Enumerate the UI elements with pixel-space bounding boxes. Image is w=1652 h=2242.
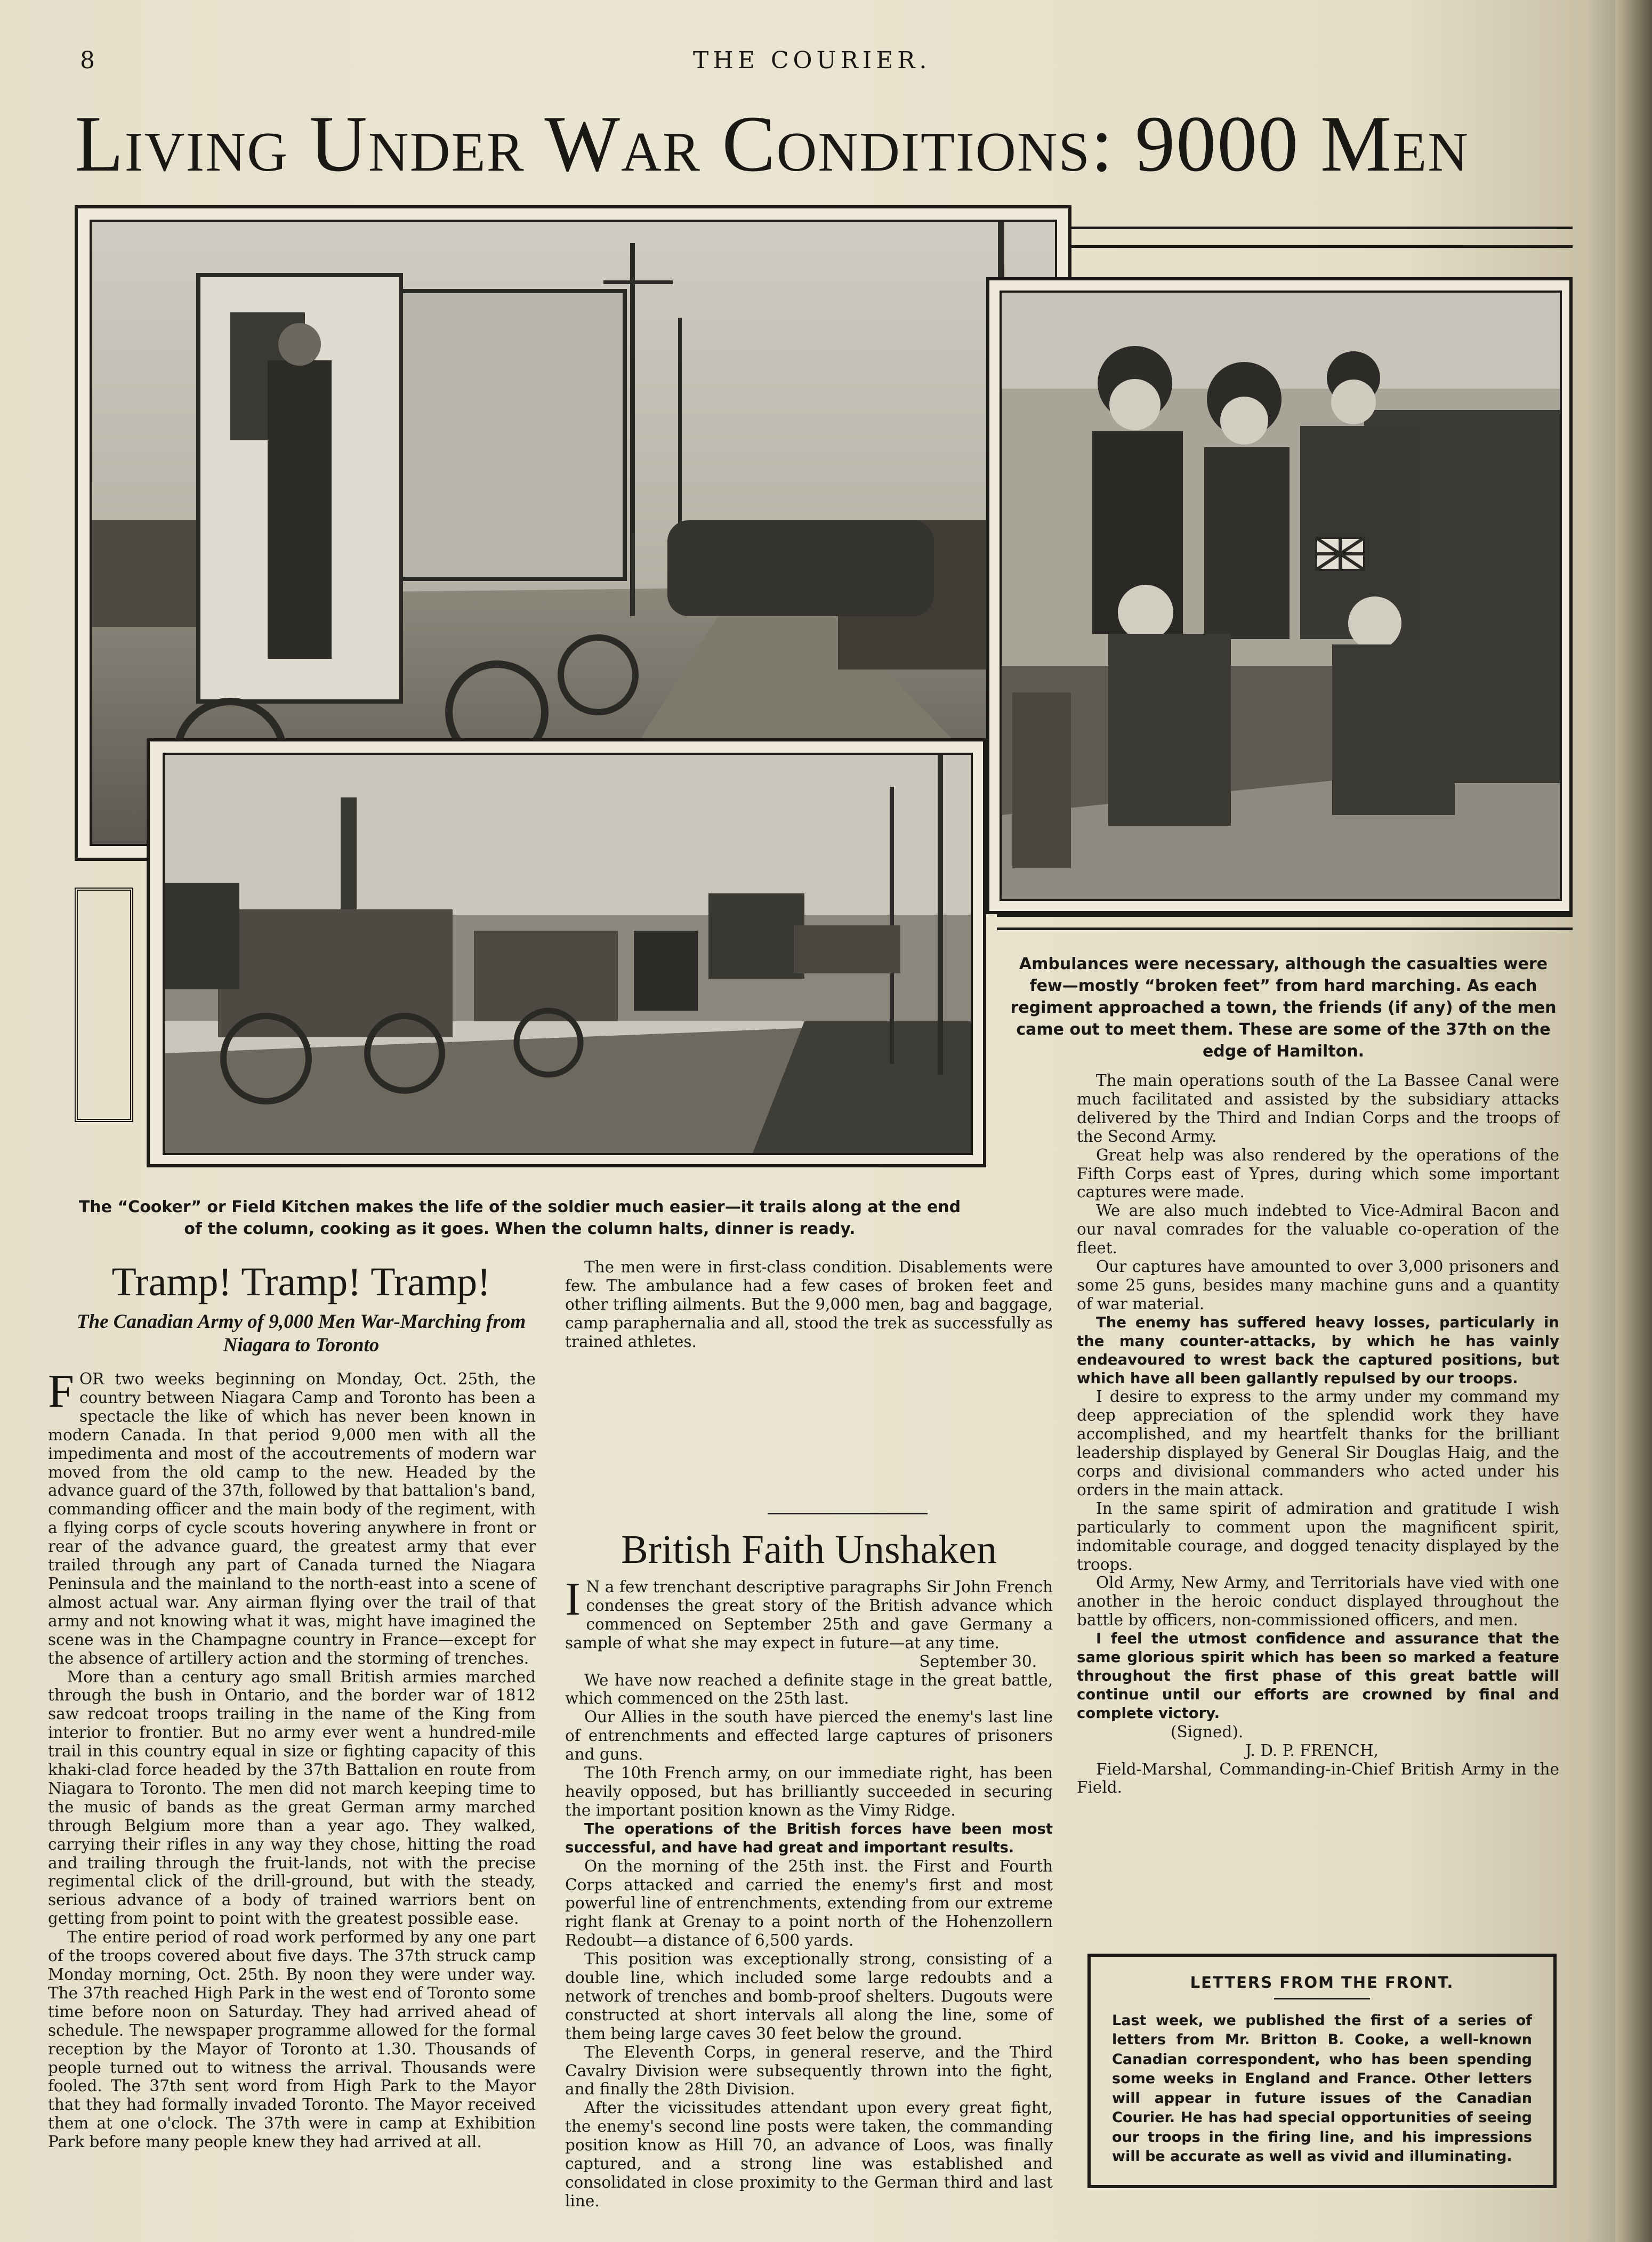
letters-box-body: Last week, we published the first of a series of letters from Mr. Britton B. Cooke, a well-known Canadian correspondent, who has been spending some weeks in England and France. Other letters will appear in future issues of the Canadian Courier. He has had special opportunities of seeing our troops in the firing line, and his impressions will be accurate as well as vivid and illuminating. (1112, 2012, 1532, 2165)
article2-para-17: I feel the utmost confidence and assurance that the same glorious spirit which has been so marked a feature throughout the first phase of this great battle will continue until our efforts are crowned by final and complete victory. (1077, 1630, 1559, 1722)
photo-wagon-train (163, 753, 973, 1155)
article1-para-2: More than a century ago small British armies marched through the bush in Ontario, and the border war of 1812 saw redcoat troops trailing in the name of the King from interior to frontier. But no army ever went a hundred-mile trail in this country equal in size or fighting capacity of this khaki-clad force headed by the 37th Battalion en route from Niagara to Toronto. The men did not march keeping time to the music of bands as the great German army marched through Belgium more than a year ago. They walked, carrying their rifles in any way they chose, hitting the road and trailing through the fruit-lands, not with the precise regimental click of the drill-ground, but with the steady, serious advance of a body of trained warriors bent on getting from point to point with the greatest possible ease. (48, 1667, 536, 1928)
wagon-train-icon (165, 755, 973, 1155)
article2-para-14: I desire to express to the army under my command my deep appreciation of the splendid work they have accomplished, and my heartfelt thanks for the brilliant leadership displayed by General Sir Douglas Haig, and the corps and divisional commanders who acted under his orders in the main attack. (1077, 1388, 1559, 1499)
article2-para-2: Our Allies in the south have pierced the enemy's last line of entrenchments and effected large captures of prisoners and guns. (565, 1708, 1053, 1764)
article-column-2-top (565, 1258, 1053, 1509)
article-column-3 (1077, 1071, 1559, 1935)
article2-intro: I N a few trenchant descriptive paragraphs Sir John French condenses the great story of the British advance which commenced on September 25th and gave Germany a sample of what she may expect in future—at any time. (565, 1574, 1053, 1652)
article-divider (768, 1513, 928, 1514)
page-number: 8 (80, 47, 95, 74)
article2-dateline: September 30. (919, 1652, 1037, 1671)
article2-para-5: On the morning of the 25th inst. the First and Fourth Corps attacked and carried the enemy's first and most powerful line of entrenchments, extending from our extreme right flank at Grenay to a point north of the Hohenzollern Redoubt—a distance of 6,500 yards. (565, 1857, 1053, 1950)
article1-para-4: The men were in first-class condition. Disablements were few. The ambulance had a few cases of broken feet and other trifling ailments. But the 9,000 men, bag and baggage, camp paraphernalia and all, stood the trek as successfully as trained athletes. (565, 1258, 1053, 1351)
article2-signer-title: Field-Marshal, Commanding-in-Chief British Army in the Field. (1077, 1760, 1559, 1797)
frame-rule-top-right (1071, 227, 1573, 248)
letters-from-front-box (1087, 1954, 1557, 2188)
article2-signed: (Signed). (1171, 1722, 1244, 1741)
frame-rule-mid-right (997, 914, 1573, 930)
article2-para-1: We have now reached a definite stage in the great battle, which commenced on the 25th last. (565, 1671, 1053, 1708)
dropcap-f: F (48, 1366, 74, 1417)
article2-para-9: The main operations south of the La Bassee Canal were much facilitated and assisted by the subsidiary attacks delivered by the Third and Indian Corps and the troops of the Second Army. (1077, 1071, 1559, 1146)
soldiers-and-friends-icon (1002, 293, 1562, 901)
article2-para-7: The Eleventh Corps, in general reserve, and the Third Cavalry Division were subsequently thrown into the fight, and finally the 28th Division. (565, 2043, 1053, 2099)
article-title-tramp: Tramp! Tramp! Tramp! (111, 1260, 491, 1304)
running-head: THE COURIER. (693, 47, 931, 74)
letters-box-title: LETTERS FROM THE FRONT. (1190, 1973, 1454, 1991)
dropcap-i: I (565, 1574, 581, 1625)
photo-soldiers-and-friends (1000, 291, 1562, 901)
article2-para-16: Old Army, New Army, and Territorials have vied with one another in the heroic conduct displayed throughout the battle by officers, non-commissioned officers, and men. (1077, 1574, 1559, 1630)
frame-side-panel-left (75, 888, 133, 1122)
article2-para-4: The operations of the British forces have been most successful, and have had great and important results. (565, 1820, 1053, 1856)
article2-para-3: The 10th French army, on our immediate right, has been heavily opposed, but has brilliantly succeeded in securing the important position known as the Vimy Ridge. (565, 1764, 1053, 1819)
article-column-1 (48, 1366, 536, 2228)
caption-right-photo: Ambulances were necessary, although the casualties were few—mostly “broken feet” from hard marching. As each regiment approached a town, the friends (if any) of the men came out to meet them. These are some of the 37th on the edge of Hamilton. (1010, 955, 1557, 1061)
page-binding-shadow (1615, 0, 1652, 2242)
letters-box-rule (1274, 1998, 1370, 1999)
article1-para-1: FOR two weeks beginning on Monday, Oct. 25th, the country between Niagara Camp and Toronto has been a spectacle the like of which has never been known in modern Canada. In that period 9,000 men with all the impedimenta and most of the accoutrements of modern war moved from the old camp to the new. Headed by the advance guard of the 37th, followed by that battalion's band, commanding officer and the main body of the regiment, with a flying corps of cycle scouts hovering anywhere in front or rear of the advance guard, the greatest army that ever trailed through any part of Canada turned the Niagara Peninsula and the mainland to the north-east into a scene of almost actual war. Any airman flying over the trail of that army and not knowing what it was, might have imagined the scene was in the Champagne country in France—except for the absence of artillery action and the storming of trenches. (48, 1366, 536, 1667)
article2-para-15: In the same spirit of admiration and gratitude I wish particularly to comment upon the magnificent spirit, indomitable courage, and dogged tenacity displayed by the troops. (1077, 1499, 1559, 1574)
article-title-british-faith: British Faith Unshaken (620, 1527, 997, 1572)
caption-field-kitchen: The “Cooker” or Field Kitchen makes the life of the soldier much easier—it trails along at the end of the column, cooking as it goes. When the column halts, dinner is ready. (78, 1198, 961, 1238)
article2-para-11: We are also much indebted to Vice-Admiral Bacon and our naval comrades for the valuable co-operation of the fleet. (1077, 1201, 1559, 1257)
page-headline: Living Under War Conditions: 9000 Men (75, 100, 1470, 188)
article2-signer: J. D. P. FRENCH, (1245, 1741, 1379, 1760)
article2-para-8: After the vicissitudes attendant upon every great fight, the enemy's second line posts were taken, the commanding position know as Hill 70, an advance of Loos, was finally captured, and a strong line was established and consolidated in close proximity to the German third and last line. (565, 2099, 1053, 2210)
article2-para-10: Great help was also rendered by the operations of the Fifth Corps east of Ypres, during which some important captures were made. (1077, 1146, 1559, 1201)
article2-para-13: The enemy has suffered heavy losses, particularly in the many counter-attacks, by which he has vainly endeavoured to wrest back the captured positions, but which have all been gallantly repulsed by our troops. (1077, 1313, 1559, 1387)
article1-para-3: The entire period of road work performed by any one part of the troops covered about five days. The 37th struck camp Monday morning, Oct. 25th. By noon they were under way. The 37th reached High Park in the west end of Toronto some time before noon on Saturday. They had arrived ahead of schedule. The newspaper programme allowed for the formal reception by the Mayor of Toronto at 1.30. Thousands of people turned out to witness the arrival. Thousands were fooled. The 37th sent word from High Park to the Mayor that they had formally invaded Toronto. The Mayor received them at one o'clock. The 37th were in camp at Exhibition Park before many people knew they had arrived at all. (48, 1928, 536, 2151)
article-subtitle-tramp: The Canadian Army of 9,000 Men War-Marching from Niagara to Toronto (76, 1311, 526, 1356)
article2-para-6: This position was exceptionally strong, consisting of a double line, which included some large redoubts and a network of trenches and bomb-proof shelters. Dugouts were constructed at short intervals all along the line, some of them being large caves 30 feet below the ground. (565, 1950, 1053, 2043)
article-column-2 (565, 1574, 1053, 2233)
article2-para-12: Our captures have amounted to over 3,000 prisoners and some 25 guns, besides many machine guns and a quantity of war material. (1077, 1257, 1559, 1313)
